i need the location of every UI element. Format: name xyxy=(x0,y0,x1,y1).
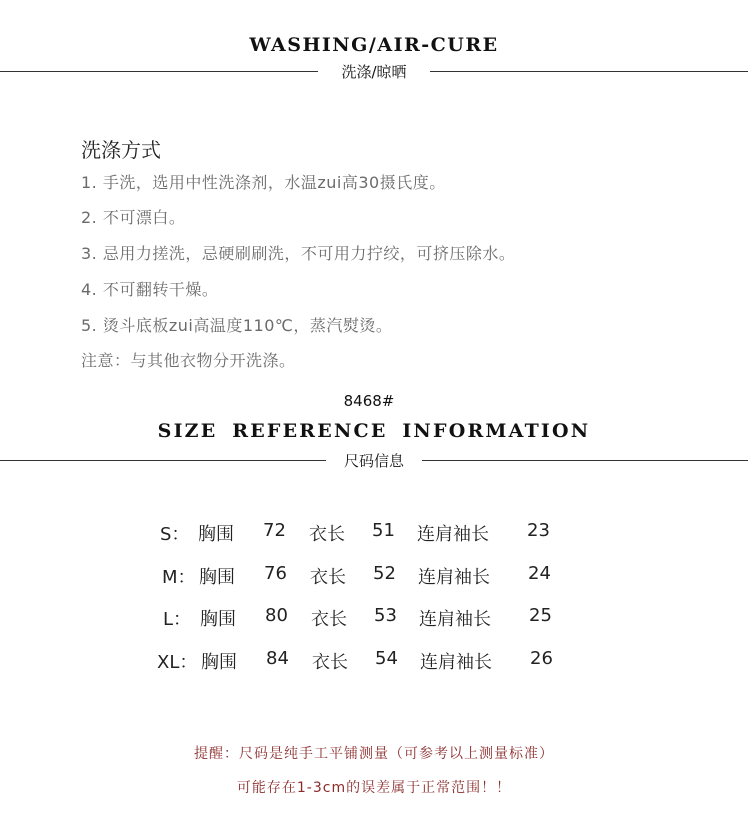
chest-value: 80 xyxy=(265,605,288,626)
chest-value: 84 xyxy=(266,648,289,669)
washing-heading-en: WASHING/AIR-CURE xyxy=(249,34,499,56)
washing-rule-right xyxy=(430,71,748,72)
washing-note: 注意：与其他衣物分开洗涤。 xyxy=(81,351,296,370)
length-value: 54 xyxy=(375,648,398,669)
washing-item-4: 4. 不可翻转干燥。 xyxy=(81,280,219,299)
chest-label: 胸围 xyxy=(198,524,234,545)
washing-item-1: 1. 手洗，选用中性洗涤剂，水温zui高30摄氏度。 xyxy=(81,173,446,192)
chest-label: 胸围 xyxy=(200,609,236,630)
size-rule-left xyxy=(0,460,326,461)
length-label: 衣长 xyxy=(312,652,348,673)
chest-label: 胸围 xyxy=(199,567,235,588)
length-value: 53 xyxy=(374,605,397,626)
washing-heading-cn: 洗涤/晾晒 xyxy=(341,63,407,81)
sleeve-value: 25 xyxy=(529,605,552,626)
sleeve-label: 连肩袖长 xyxy=(417,524,489,545)
chest-value: 72 xyxy=(263,520,286,541)
size-row xyxy=(0,520,748,546)
length-label: 衣长 xyxy=(311,609,347,630)
size-rule-right xyxy=(422,460,748,461)
washing-rule-left xyxy=(0,71,318,72)
sleeve-value: 26 xyxy=(530,648,553,669)
chest-label: 胸围 xyxy=(201,652,237,673)
sleeve-label: 连肩袖长 xyxy=(420,652,492,673)
length-label: 衣长 xyxy=(310,567,346,588)
size-label: XL： xyxy=(157,652,198,673)
washing-method-title: 洗涤方式 xyxy=(81,138,161,162)
measurement-error-note: 可能存在1-3cm的误差属于正常范围！！ xyxy=(236,780,512,796)
size-heading-en: SIZE REFERENCE INFORMATION xyxy=(157,420,591,442)
chest-value: 76 xyxy=(264,563,287,584)
sleeve-value: 24 xyxy=(528,563,551,584)
size-label: M： xyxy=(162,567,196,588)
length-value: 51 xyxy=(372,520,395,541)
washing-item-2: 2. 不可漂白。 xyxy=(81,208,186,227)
size-row xyxy=(0,563,748,589)
size-row xyxy=(0,605,748,631)
washing-item-5: 5. 烫斗底板zui高温度110℃，蒸汽熨烫。 xyxy=(81,316,393,335)
washing-item-3: 3. 忌用力搓洗，忌硬刷刷洗，不可用力拧绞，可挤压除水。 xyxy=(81,244,516,263)
sleeve-label: 连肩袖长 xyxy=(419,609,491,630)
length-label: 衣长 xyxy=(309,524,345,545)
product-code: 8468# xyxy=(343,392,395,410)
measurement-reminder: 提醒：尺码是纯手工平铺测量（可参考以上测量标准） xyxy=(194,746,554,762)
size-heading-cn: 尺码信息 xyxy=(343,452,404,470)
sleeve-label: 连肩袖长 xyxy=(418,567,490,588)
size-label: L： xyxy=(163,609,192,630)
sleeve-value: 23 xyxy=(527,520,550,541)
length-value: 52 xyxy=(373,563,396,584)
size-row xyxy=(0,648,748,674)
size-label: S： xyxy=(160,524,190,545)
